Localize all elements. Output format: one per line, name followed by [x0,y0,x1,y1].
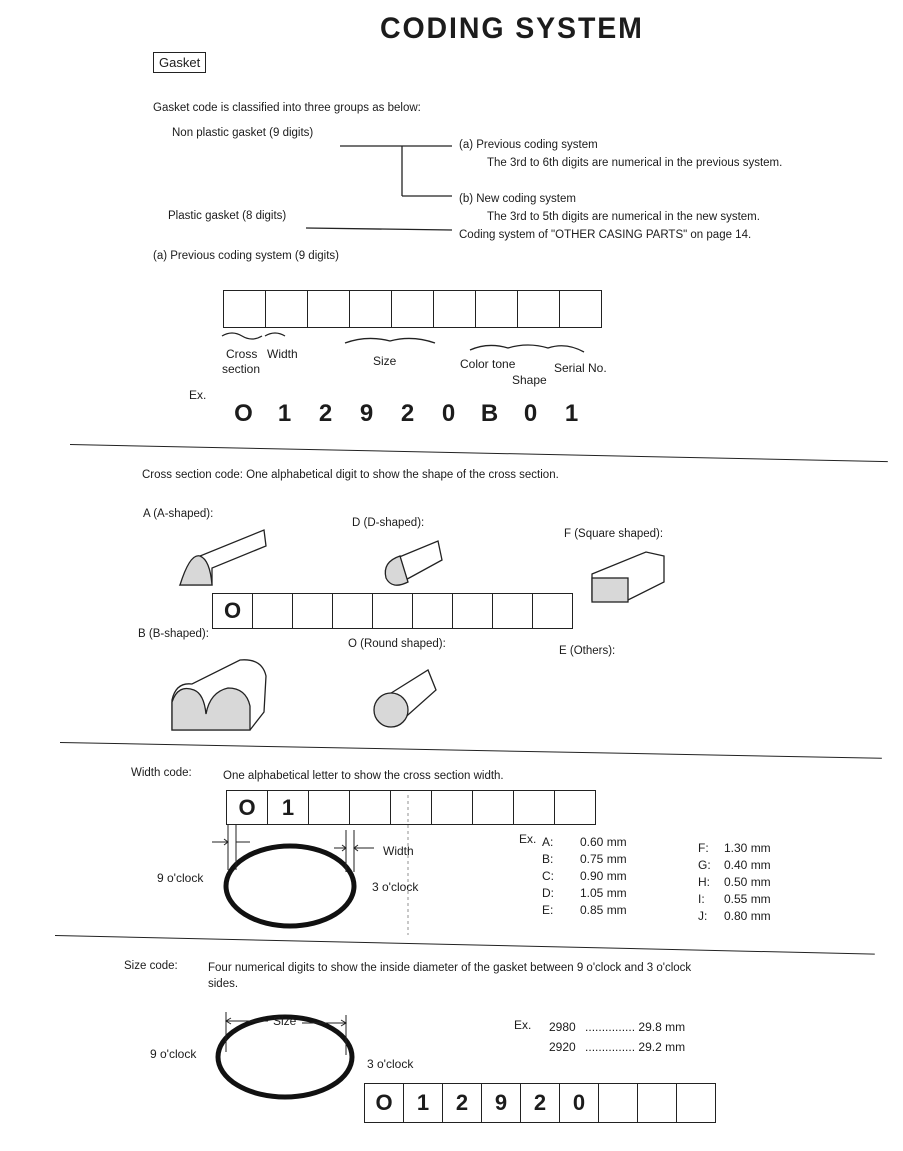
shape-e-label: E (Others): [559,645,616,657]
width-code-label: Width code: [131,767,192,779]
section-badge: Gasket [153,52,206,73]
three-oclock-label: 3 o'clock [367,1057,414,1071]
code-box [676,1084,715,1122]
code-box: O [375,1090,393,1115]
previous-system-heading: (a) Previous coding system (9 digits) [153,250,339,262]
code-box: 9 [481,1084,520,1122]
shape-b-label: B (B-shaped): [138,628,209,640]
label-cross: Cross [226,347,258,361]
width-dimension-label: Width [383,844,414,858]
example-digit: 2 [318,400,333,427]
size-example-label: Ex. [514,1018,532,1032]
width-example-label: Ex. [519,832,537,846]
code-box: 0 [559,1084,598,1122]
width-code-letter: E: [542,903,554,917]
example-digit: 9 [359,400,374,427]
width-value: 1.05 mm [580,886,627,900]
shape-a-label: A (A-shaped): [143,508,214,520]
example-digit: 0 [441,400,456,427]
width-value: 0.80 mm [724,909,771,923]
shape-d-label: D (D-shaped): [352,517,425,529]
width-code-letter: D: [542,886,554,900]
code-box: 1 [403,1084,442,1122]
size-example-row [549,1040,685,1054]
code-box [598,1084,637,1122]
new-system-title: (b) New coding system [459,193,576,205]
non-plastic-label: Non plastic gasket (9 digits) [172,127,314,139]
width-value: 0.55 mm [724,892,771,906]
plastic-label: Plastic gasket (8 digits) [168,210,287,222]
previous-system-title: (a) Previous coding system [459,139,598,151]
label-size: Size [373,354,397,368]
width-code-letter: I: [698,892,705,906]
example-digit: 1 [277,400,292,427]
code-box [637,1084,676,1122]
size-code-label: Size code: [124,960,178,972]
label-width: Width [267,347,298,361]
example-digit: 0 [523,400,538,427]
code-box: O [238,794,256,820]
width-value: 0.90 mm [580,869,627,883]
width-code-letter: J: [698,909,708,923]
new-system-desc: The 3rd to 5th digits are numerical in the new system. [487,211,760,223]
width-value: 0.40 mm [724,858,771,872]
width-value: 0.60 mm [580,835,627,849]
nine-oclock-label: 9 o'clock [150,1047,197,1061]
size-example-value: 29.2 mm [638,1040,686,1054]
label-shape: Shape [512,373,547,387]
plastic-reference: Coding system of "OTHER CASING PARTS" on page 14. [459,229,752,241]
width-value: 1.30 mm [724,841,771,855]
example-digit: 1 [564,400,579,427]
size-code-caption-line1: Four numerical digits to show the inside diameter of the gasket between 9 o'clock and 3 o'clock [208,962,692,974]
code-box: O [223,598,242,623]
width-code-letter: A: [542,835,554,849]
width-code-caption: One alphabetical letter to show the cross section width. [223,770,504,782]
example-digit: O [234,400,253,427]
code-box: 1 [267,791,308,824]
size-code-caption-line2: sides. [208,978,239,990]
cross-section-caption: Cross section code: One alphabetical digit to show the shape of the cross section. [142,469,559,481]
code-box: 2 [442,1084,481,1122]
width-code-letter: C: [542,869,554,883]
example-digit: B [480,400,499,427]
label-serial-no: Serial No. [554,361,607,375]
intro-text: Gasket code is classified into three groups as below: [153,102,421,114]
size-example-code: 2980 [549,1020,576,1034]
label-color-tone: Color tone [460,357,516,371]
nine-oclock-label: 9 o'clock [157,871,204,885]
width-value: 0.85 mm [580,903,627,917]
label-section: section [222,362,261,376]
width-code-letter: F: [698,841,709,855]
size-example-leader: ............... [585,1040,636,1054]
previous-system-desc: The 3rd to 6th digits are numerical in the previous system. [487,157,783,169]
code-box: 2 [520,1084,559,1122]
width-value: 0.75 mm [580,852,627,866]
size-example-row [549,1020,685,1034]
three-oclock-label: 3 o'clock [372,880,419,894]
width-code-letter: B: [542,852,554,866]
size-dimension-label: Size [273,1014,297,1028]
size-code-boxes [364,1083,716,1123]
width-code-letter: G: [698,858,711,872]
width-code-letter: H: [698,875,710,889]
shape-o-label: O (Round shaped): [348,638,446,650]
width-value: 0.50 mm [724,875,771,889]
page-title: CODING SYSTEM [380,12,644,45]
example-digit: 2 [400,400,415,427]
size-example-value: 29.8 mm [638,1020,686,1034]
example-label: Ex. [189,388,207,402]
shape-f-label: F (Square shaped): [564,528,664,540]
size-example-code: 2920 [549,1040,576,1054]
size-example-leader: ............... [585,1020,636,1034]
